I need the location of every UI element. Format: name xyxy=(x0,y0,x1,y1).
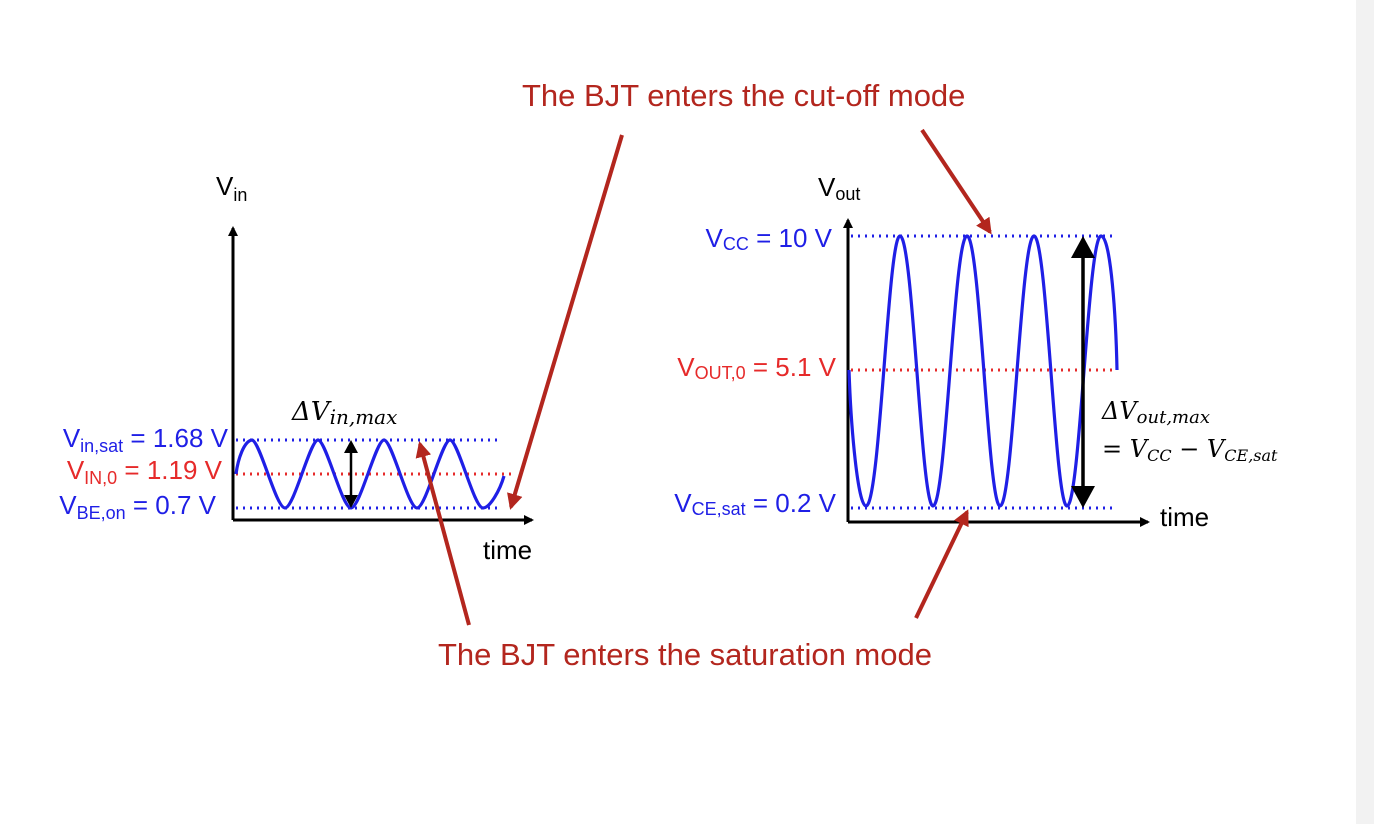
input-plot xyxy=(59,171,532,565)
output-vcc-level-label: VCC = 10 V xyxy=(705,223,832,254)
output-delta-label-line2: = VCC − VCE,sat xyxy=(1102,435,1278,465)
input-beon-level-label: VBE,on = 0.7 V xyxy=(59,490,216,523)
output-q-level-label: VOUT,0 = 5.1 V xyxy=(677,352,836,383)
saturation-arrow-right xyxy=(916,512,967,618)
saturation-arrow-left xyxy=(420,444,469,625)
input-sat-level-label: Vin,sat = 1.68 V xyxy=(62,423,228,456)
input-x-axis-label: time xyxy=(483,535,533,565)
output-y-axis-label: Vout xyxy=(818,172,861,204)
output-cesat-level-label: VCE,sat = 0.2 V xyxy=(674,488,836,519)
input-q-level-label: VIN,0 = 1.19 V xyxy=(66,455,222,488)
cutoff-annotation: The BJT enters the cut-off mode xyxy=(522,78,966,113)
input-y-axis-label: $V_{in}$ xyxy=(216,171,248,205)
scrollbar-track[interactable] xyxy=(1356,0,1374,824)
input-delta-label: ΔVin,max xyxy=(292,397,398,429)
output-delta-arrow-head-bottom xyxy=(1071,486,1095,508)
saturation-annotation: The BJT enters the saturation mode xyxy=(438,637,932,672)
output-delta-arrow-head-top xyxy=(1071,236,1095,258)
output-delta-label-line1: ΔVout,max xyxy=(1102,397,1211,428)
cutoff-arrow-right xyxy=(922,130,990,232)
input-delta-arrow-head-top xyxy=(344,440,358,453)
output-x-axis-label: time xyxy=(1160,502,1210,532)
cutoff-arrow-left xyxy=(511,135,622,507)
output-plot xyxy=(674,172,1278,532)
